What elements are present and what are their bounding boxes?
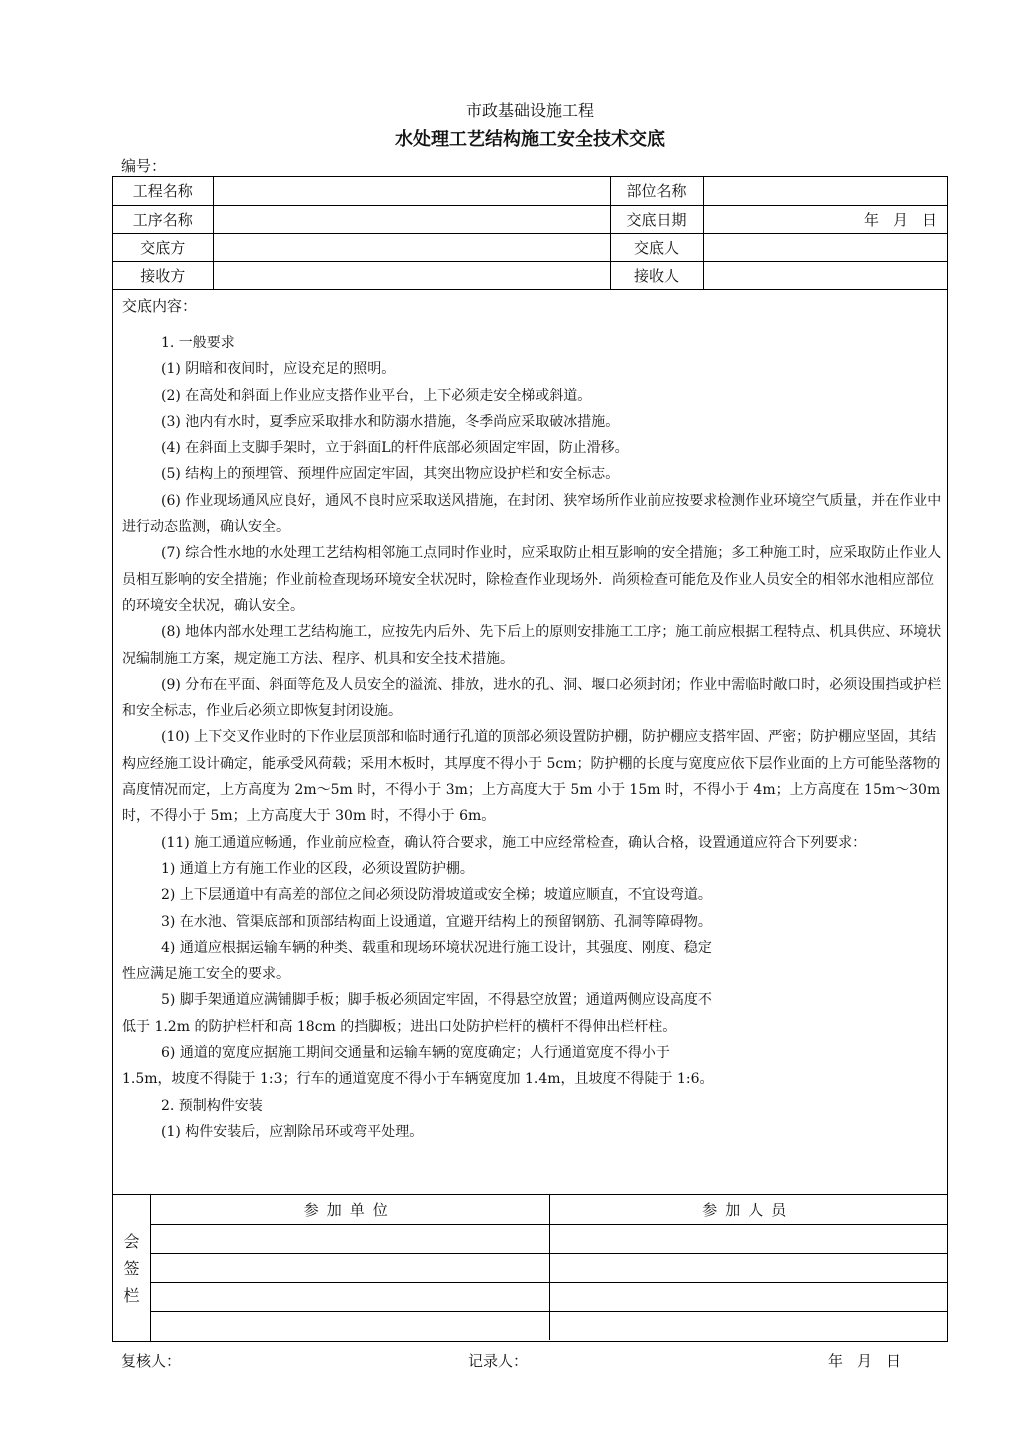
person-cell[interactable] [549, 1282, 947, 1311]
footer-date [828, 1350, 915, 1371]
section-heading: 2. 预制构件安装 [161, 1097, 263, 1114]
signature-section [113, 1195, 947, 1341]
document-title: 水处理工艺结构施工安全技术交底 [395, 129, 665, 150]
signature-table [151, 1195, 947, 1340]
list-item-continuation: 1.5m，坡度不得陡于 1:3；行车的通道宽度不得小于车辆宽度加 1.4m，且坡度不得陡于 1:6。 [122, 1071, 714, 1088]
paragraph: (3) 池内有水时，夏季应采取排水和防溺水措施，冬季尚应采取破冰措施。 [161, 413, 620, 430]
paragraph: (8) 地体内部水处理工艺结构施工，应按先内后外、先下后上的原则安排施工工序；施工前应根据工程特点、机具供应、环境状况编制施工方案，规定施工方法、程序、机具和安全技术措施。 [122, 624, 942, 667]
process-name-field[interactable] [213, 205, 610, 233]
process-name-label: 工序名称 [113, 205, 213, 233]
discloser-party-label: 交底方 [113, 233, 213, 261]
date-label: 交底日期 [610, 205, 703, 233]
table-row [151, 1282, 947, 1311]
unit-cell[interactable] [151, 1253, 549, 1282]
disclosure-content [113, 291, 947, 1195]
unit-cell[interactable] [151, 1282, 549, 1311]
list-item: 3) 在水池、管渠底部和顶部结构面上设通道，宜避开结构上的预留钢筋、孔洞等障碍物。 [161, 913, 712, 930]
footer-day: 日 [886, 1352, 902, 1370]
table-row [151, 1253, 947, 1282]
unit-header: 参加单位 [151, 1195, 549, 1224]
person-cell[interactable] [549, 1224, 947, 1253]
disclosure-form [112, 176, 948, 1342]
paragraph: (10) 上下交叉作业时的下作业层顶部和临时通行孔道的顶部必须设置防护棚，防护棚应支搭牢固、严密；防护棚应坚固，其结构应经施工设计确定，能承受风荷载；采用木板时，其厚度不得小于 5cm；防护棚的长度与宽度应依下层作业面的上方可能坠落物的高度情况而定，上方高度为 2m～5m 时，不得小于 3m；上方高度大于 5m 小于 15m 时，不得小于 4m；上方高度在 15m～30m 时，不得小于 5m；上方高度大于 30m 时，不得小于 6m。 [122, 729, 941, 825]
sign-char: 栏 [123, 1285, 140, 1305]
sign-char: 签 [123, 1258, 140, 1278]
unit-cell[interactable] [151, 1224, 549, 1253]
table-row [151, 1195, 947, 1224]
content-body [122, 330, 942, 1145]
list-item: 4) 通道应根据运输车辆的种类、载重和现场环境状况进行施工设计，其强度、刚度、稳定 [161, 939, 712, 956]
discloser-field[interactable] [703, 233, 947, 261]
project-name-label: 工程名称 [113, 177, 213, 205]
table-row [113, 261, 947, 289]
sign-char: 会 [123, 1231, 140, 1251]
list-item: 5) 脚手架通道应满铺脚手板；脚手板必须固定牢固，不得悬空放置；通道两侧应设高度不 [161, 992, 712, 1009]
year-label: 年 [863, 210, 879, 229]
paragraph: (5) 结构上的预埋管、预埋件应固定牢固，其突出物应设护栏和安全标志。 [161, 466, 620, 483]
content-label: 交底内容： [122, 297, 198, 315]
receiver-label: 接收人 [610, 261, 703, 289]
footer-month: 月 [857, 1352, 873, 1370]
list-item: 6) 通道的宽度应据施工期间交通量和运输车辆的宽度确定；人行通道宽度不得小于 [161, 1045, 670, 1062]
month-label: 月 [892, 210, 908, 229]
table-row [113, 177, 947, 205]
recorder-label: 记录人： [468, 1352, 529, 1370]
paragraph: (9) 分布在平面、斜面等危及人员安全的溢流、排放，进水的孔、洞、堰口必须封闭；作业中需临时敞口时，必须设围挡或护栏和安全标志，作业后必须立即恢复封闭设施。 [122, 676, 942, 720]
discloser-label: 交底人 [610, 233, 703, 261]
table-row [113, 233, 947, 261]
project-name-field[interactable] [213, 177, 610, 205]
footer-year: 年 [828, 1352, 844, 1370]
paragraph: (11) 施工通道应畅通，作业前应检查，确认符合要求，施工中应经常检查，确认合格，设置通道应符合下列要求： [161, 834, 867, 851]
paragraph: (2) 在高处和斜面上作业应支搭作业平台，上下必须走安全梯或斜道。 [161, 387, 592, 404]
table-row [113, 205, 947, 233]
part-name-label: 部位名称 [610, 177, 703, 205]
document-subtitle: 市政基础设施工程 [465, 101, 594, 120]
list-item-continuation: 低于 1.2m 的防护栏杆和高 18cm 的挡脚板；进出口处防护栏杆的横杆不得伸出栏杆柱。 [122, 1018, 677, 1035]
serial-number-label: 编号： [121, 157, 167, 175]
receiver-field[interactable] [703, 261, 947, 289]
section-heading: 1. 一般要求 [161, 335, 235, 351]
table-row [151, 1311, 947, 1340]
list-item: 1) 通道上方有施工作业的区段，必须设置防护棚。 [161, 860, 474, 877]
receiver-party-label: 接收方 [113, 261, 213, 289]
person-header: 参加人员 [549, 1195, 947, 1224]
person-cell[interactable] [549, 1311, 947, 1340]
signature-column-label [113, 1195, 151, 1341]
paragraph: (1) 构件安装后，应割除吊环或弯平处理。 [161, 1123, 424, 1140]
table-row [151, 1224, 947, 1253]
unit-cell[interactable] [151, 1311, 549, 1340]
paragraph: (4) 在斜面上支脚手架时，立于斜面L的杆件底部必须固定牢固，防止滑移。 [161, 440, 629, 457]
info-table [113, 177, 947, 290]
list-item-continuation: 性应满足施工安全的要求。 [122, 966, 290, 983]
paragraph: (6) 作业现场通风应良好，通风不良时应采取送风措施，在封闭、狭窄场所作业前应按要求检测作业环境空气质量，并在作业中进行动态监测，确认安全。 [122, 492, 942, 536]
day-label: 日 [921, 210, 937, 229]
reviewer-label: 复核人： [121, 1352, 182, 1370]
discloser-party-field[interactable] [213, 233, 610, 261]
person-cell[interactable] [549, 1253, 947, 1282]
receiver-party-field[interactable] [213, 261, 610, 289]
paragraph: (1) 阴暗和夜间时，应设充足的照明。 [161, 361, 396, 378]
list-item: 2) 上下层通道中有高差的部位之间必须设防滑坡道或安全梯；坡道应顺直，不宜设弯道。 [161, 887, 712, 904]
part-name-field[interactable] [703, 177, 947, 205]
paragraph: (7) 综合性水地的水处理工艺结构相邻施工点同时作业时，应采取防止相互影响的安全措施；多工种施工时，应采取防止作业人员相互影响的安全措施；作业前检查现场环境安全状况时，除检查作业现场外．尚须检查可能危及作业人员安全的相邻水池相应部位的环境安全状况，确认安全。 [122, 545, 942, 614]
date-field[interactable] [703, 205, 947, 233]
